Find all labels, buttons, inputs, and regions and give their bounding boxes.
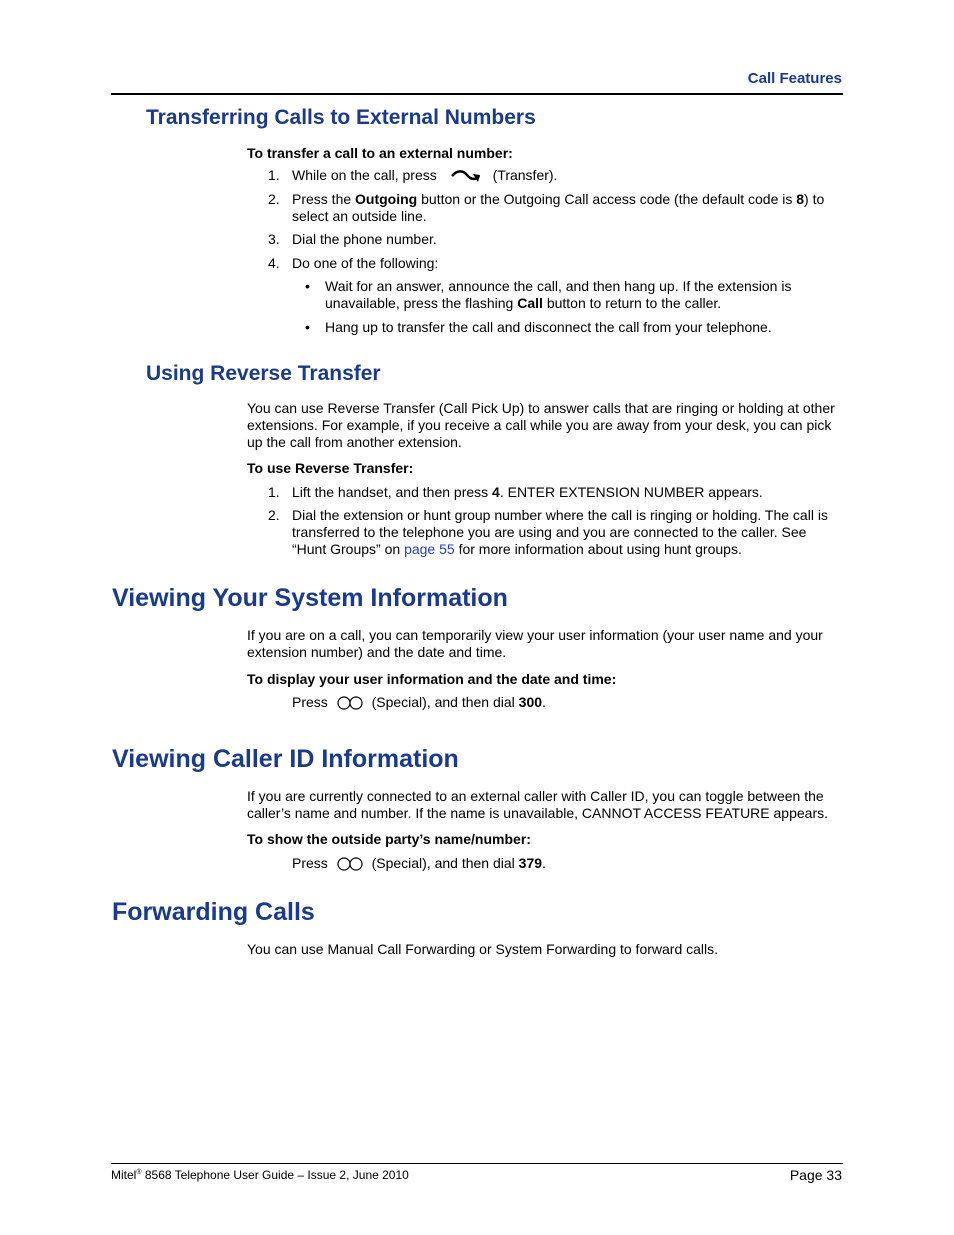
procedure-title-transfer: To transfer a call to an external number:: [247, 145, 513, 161]
heading-system-info: Viewing Your System Information: [112, 584, 508, 612]
heading-caller-id: Viewing Caller ID Information: [112, 745, 459, 773]
caller-id-intro: If you are currently connected to an external caller with Caller ID, you can toggle between the caller’s name and number. If the name is unavailable, CANNOT ACCESS FEATURE appears.: [247, 788, 829, 821]
transfer-icon: [449, 168, 483, 184]
procedure-title-system-info: To display your user information and the date and time:: [247, 671, 617, 687]
heading-transfer-external: Transferring Calls to External Numbers: [146, 106, 536, 129]
special-icon: [335, 857, 367, 871]
footer-title: Mitel® 8568 Telephone User Guide – Issue 2, June 2010: [111, 1168, 409, 1182]
running-header: Call Features: [747, 70, 842, 87]
page-55-link[interactable]: page 55: [404, 541, 455, 557]
footer-rule: [111, 1163, 843, 1164]
special-icon: [335, 696, 367, 710]
system-info-intro: If you are on a call, you can temporarily view your user information (your user name and your extension number) and the date and time.: [247, 627, 823, 660]
forwarding-intro: You can use Manual Call Forwarding or System Forwarding to forward calls.: [247, 941, 719, 957]
reverse-transfer-intro: You can use Reverse Transfer (Call Pick Up) to answer calls that are ringing or holding at other extensions. For example, if you receive a call while you are away from your desk, you can pick up the call from another extension.: [247, 400, 835, 450]
procedure-title-caller-id: To show the outside party’s name/number:: [247, 831, 531, 847]
procedure-title-reverse: To use Reverse Transfer:: [247, 460, 414, 476]
heading-forwarding: Forwarding Calls: [112, 898, 315, 926]
heading-reverse-transfer: Using Reverse Transfer: [146, 362, 381, 385]
caller-id-instruction: Press (Special), and then dial 379.: [292, 855, 546, 871]
header-rule: [111, 93, 843, 95]
system-info-instruction: Press (Special), and then dial 300.: [292, 694, 546, 710]
page-number: Page 33: [789, 1167, 842, 1183]
